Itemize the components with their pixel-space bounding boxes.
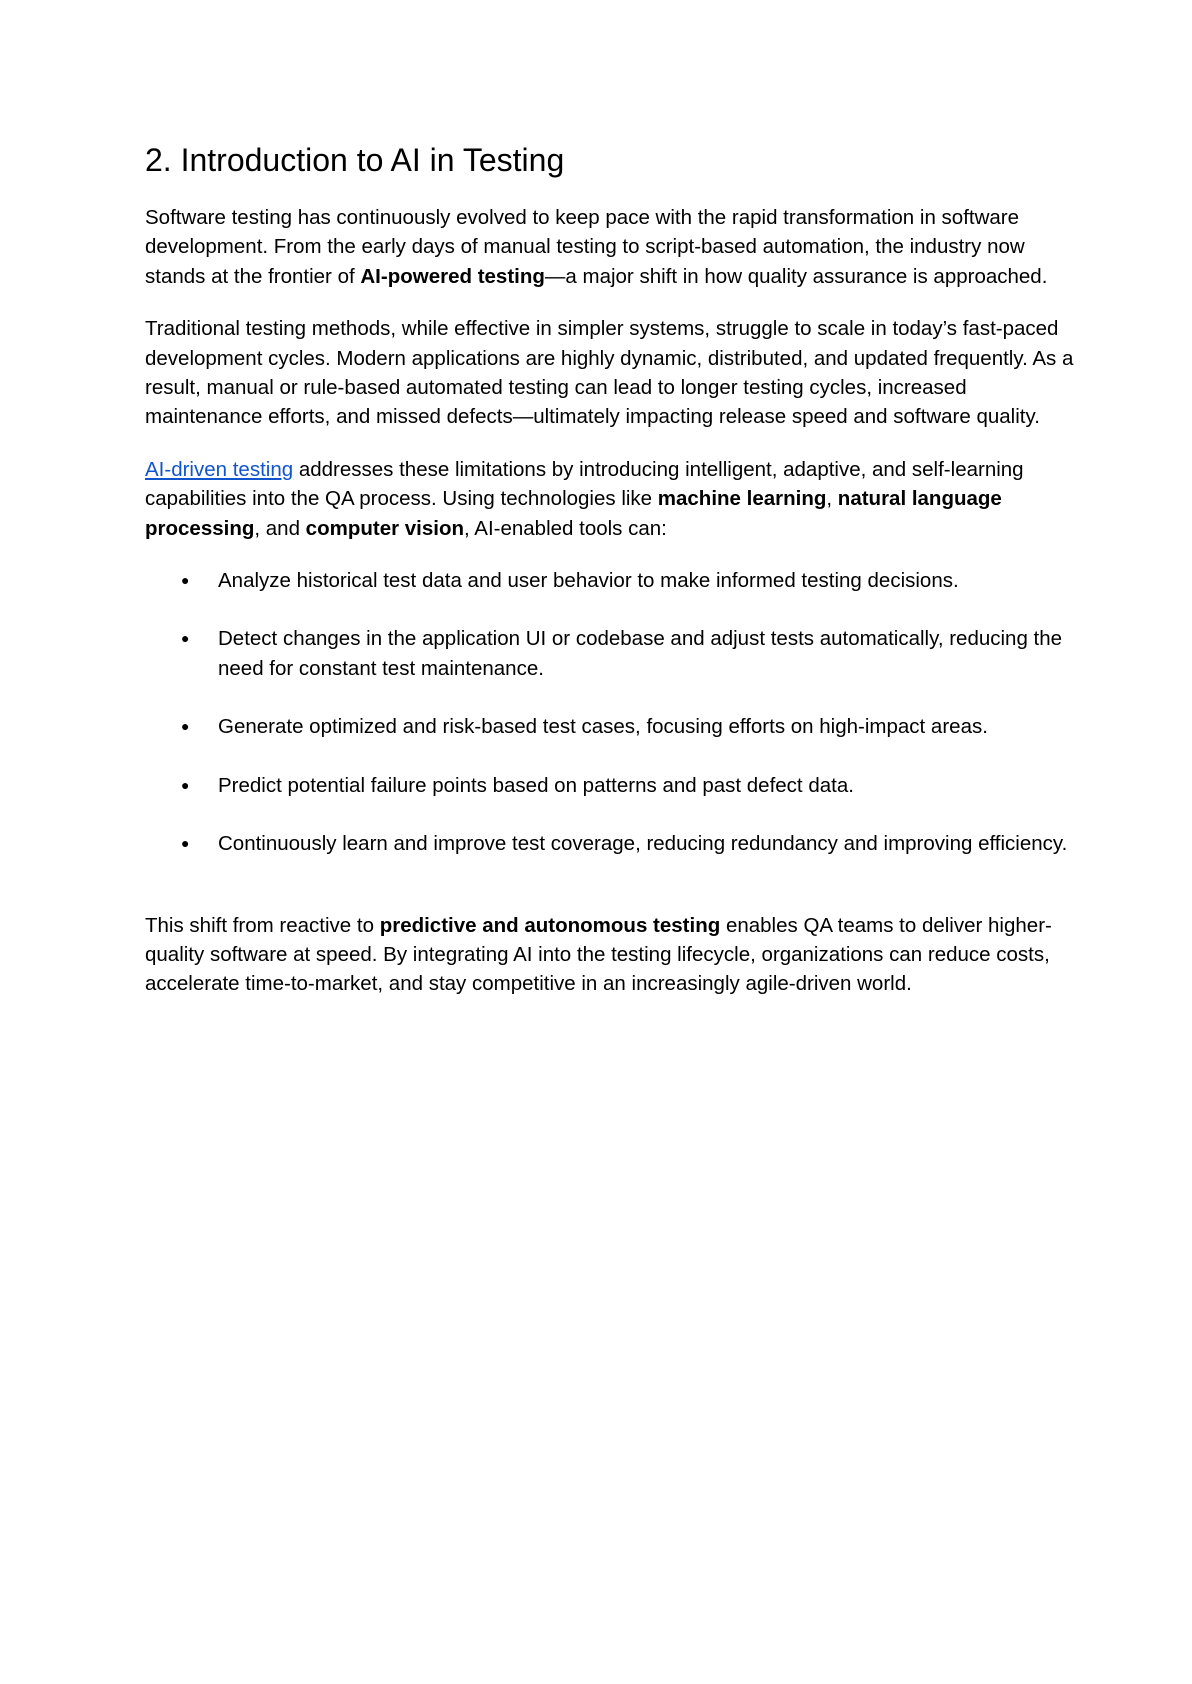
bullet-icon: ● [181,776,190,793]
intro-bold-term: AI-powered testing [360,264,545,288]
ai-driven-text-4: , AI-enabled tools can: [464,516,667,540]
ai-driven-testing-link[interactable]: AI-driven testing [145,457,294,481]
list-item [145,829,1075,858]
list-item-text: Predict potential failure points based on patterns and past defect data. [218,773,854,797]
closing-text-end: enables QA teams to deliver higher-quality software at speed. By integrating AI into the testing lifecycle, organizations can reduce costs, accelerate time-to-market, and stay competitive in an increasingly agile-driven world. [145,913,1052,996]
list-item [145,712,1075,741]
intro-paragraph [145,203,1075,291]
intro-text-end: —a major shift in how quality assurance is approached. [544,264,1048,288]
bullet-icon: ● [181,835,190,852]
bold-machine-learning: machine learning [657,487,827,511]
list-item [145,771,1075,800]
closing-bold-term: predictive and autonomous testing [379,913,721,937]
ai-driven-paragraph [145,455,1075,543]
traditional-methods-paragraph: Traditional testing methods, while effective in simpler systems, struggle to scale in today’s fast-paced development cycles. Modern applications are highly dynamic, distributed, and updated frequently. As a result, manual or rule-based automated testing can lead to longer testing cycles, increased maintenance efforts, and missed defects—ultimately impacting release speed and software quality. [145,317,1074,429]
capabilities-list [145,566,1075,858]
ai-driven-text-1: addresses these limitations by introducing intelligent, adaptive, and self-learning capabilities into the QA process. Using technologies like [145,457,1024,511]
list-item-text: Continuously learn and improve test coverage, reducing redundancy and improving efficiency. [218,832,1068,856]
bold-nlp: natural language processing [145,487,1002,540]
list-item [145,566,1075,595]
bullet-icon: ● [181,718,190,735]
ai-driven-text-2: , [826,487,838,511]
closing-text-start: This shift from reactive to [145,913,380,937]
section-heading: 2. Introduction to AI in Testing [145,142,565,178]
list-item-text: Generate optimized and risk-based test cases, focusing efforts on high-impact areas. [218,715,988,739]
bullet-icon: ● [181,630,190,647]
document-page [145,140,1075,1022]
intro-text-start: Software testing has continuously evolved to keep pace with the rapid transformation in software development. From the early days of manual testing to script-based automation, the industry now stands at the frontier of [145,206,1025,288]
list-item-text: Detect changes in the application UI or codebase and adjust tests automatically, reducing the need for constant test maintenance. [218,627,1063,680]
ai-driven-text-3: , and [254,516,306,540]
bullet-icon: ● [181,572,190,589]
list-item [145,624,1075,683]
list-item-text: Analyze historical test data and user behavior to make informed testing decisions. [218,569,959,593]
bold-computer-vision: computer vision [305,516,465,540]
closing-paragraph [145,911,1075,999]
